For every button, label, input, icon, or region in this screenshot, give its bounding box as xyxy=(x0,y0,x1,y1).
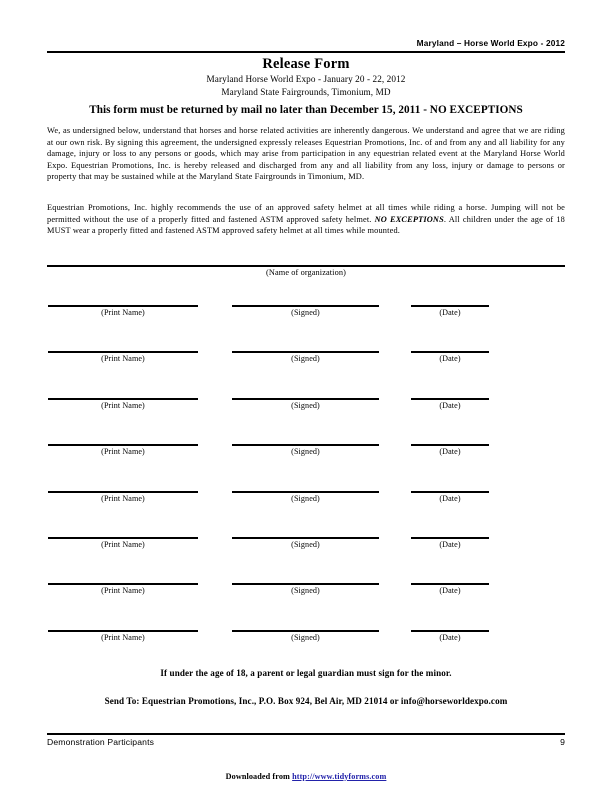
minor-guardian-note: If under the age of 18, a parent or legal guardian must sign for the minor. xyxy=(160,668,452,678)
page-title: Release Form xyxy=(262,56,350,72)
print-name-caption: (Print Name) xyxy=(101,493,145,503)
footer-section-label: Demonstration Participants xyxy=(47,737,155,747)
date-caption: (Date) xyxy=(439,447,461,457)
watermark-url-link[interactable]: http://www.tidyforms.com xyxy=(292,772,387,781)
organization-caption: (Name of organization) xyxy=(266,268,346,277)
venue-subtitle: Maryland State Fairgrounds, Timonium, MD xyxy=(221,86,391,97)
watermark-prefix: Downloaded from xyxy=(225,772,293,781)
signature-cell-signed xyxy=(232,491,379,503)
print-name-caption: (Print Name) xyxy=(101,308,145,317)
print-name-caption: (Print Name) xyxy=(101,586,145,596)
signature-cell-date xyxy=(411,630,489,642)
event-subtitle: Maryland Horse World Expo - January 20 - 22, 2012 xyxy=(206,74,406,84)
signature-cell-date xyxy=(411,537,489,549)
footer-page-number: 9 xyxy=(560,737,565,747)
signed-caption: (Signed) xyxy=(291,308,320,317)
table-row xyxy=(0,305,612,351)
signature-cell-print-name xyxy=(48,398,198,410)
signature-cell-print-name xyxy=(48,444,198,456)
print-name-caption: (Print Name) xyxy=(101,354,145,364)
signature-cell-signed xyxy=(232,630,379,642)
release-paragraph-2 xyxy=(47,202,565,237)
signature-cell-date xyxy=(411,491,489,503)
signature-cell-signed xyxy=(232,351,379,363)
signed-caption: (Signed) xyxy=(291,493,320,503)
signed-caption: (Signed) xyxy=(291,400,320,410)
signature-cell-date xyxy=(411,444,489,456)
table-row xyxy=(0,491,612,537)
signature-cell-print-name xyxy=(48,583,198,595)
table-row xyxy=(0,398,612,444)
print-name-caption: (Print Name) xyxy=(101,540,145,549)
signature-cell-date xyxy=(411,351,489,363)
signed-caption: (Signed) xyxy=(291,632,320,642)
helmet-text-part-1: Equestrian Promotions, Inc. highly recommends the use of an approved safety helmet at all times while riding a horse. Jumping will not be permitted without the use of a properly fitted and fastened ASTM approved safety helmet. xyxy=(47,203,565,224)
helmet-text-part-2: . All children under the age of 18 MUST wear a properly fitted and fastened ASTM approved safety helmet at all times while mounted. xyxy=(47,214,565,236)
signature-cell-print-name xyxy=(48,491,198,503)
send-to-note: Send To: Equestrian Promotions, Inc., P.O. Box 924, Bel Air, MD 21014 or info@horseworldexpo.com xyxy=(104,696,508,706)
signed-caption: (Signed) xyxy=(291,354,320,364)
date-caption: (Date) xyxy=(439,493,461,503)
title-block xyxy=(47,56,565,98)
date-caption: (Date) xyxy=(439,400,461,410)
signature-cell-date xyxy=(411,305,489,317)
signature-cell-print-name xyxy=(48,630,198,642)
signature-cell-date xyxy=(411,583,489,595)
print-name-caption: (Print Name) xyxy=(101,632,145,642)
signature-cell-date xyxy=(411,398,489,410)
date-caption: (Date) xyxy=(439,586,461,596)
signature-cell-print-name xyxy=(48,305,198,317)
signature-cell-print-name xyxy=(48,537,198,549)
date-caption: (Date) xyxy=(439,354,461,364)
table-row xyxy=(0,351,612,397)
date-caption: (Date) xyxy=(439,540,461,549)
signed-caption: (Signed) xyxy=(291,540,320,549)
signature-cell-signed xyxy=(232,305,379,317)
table-row xyxy=(0,444,612,490)
table-row xyxy=(0,583,612,629)
signature-cell-signed xyxy=(232,444,379,456)
header-rule xyxy=(47,51,565,53)
signed-caption: (Signed) xyxy=(291,586,320,596)
organization-input-line[interactable] xyxy=(47,265,565,267)
deadline-notice: This form must be returned by mail no later than December 15, 2011 - NO EXCEPTIONS xyxy=(89,104,523,116)
signed-caption: (Signed) xyxy=(291,447,320,457)
signature-cell-print-name xyxy=(48,351,198,363)
signature-cell-signed xyxy=(232,583,379,595)
signature-cell-signed xyxy=(232,537,379,549)
table-row xyxy=(0,537,612,583)
print-name-caption: (Print Name) xyxy=(101,400,145,410)
date-caption: (Date) xyxy=(439,632,461,642)
footer xyxy=(47,737,565,747)
download-watermark xyxy=(47,772,565,781)
release-paragraph-1: We, as undersigned below, understand that horses and horse related activities are inherently dangerous. We understand and agree that we are riding at our own risk. By signing this agreement, the undersigned expressly releases Equestrian Promotions, Inc. of and from any and all liability for any damage, injury or loss to any persons or goods, which may arise from participation in any equestrian related event at the Maryland Horse World Expo. Equestrian Promotions, Inc. is hereby released and discharged from any and all liability from any loss, injury or damage to persons or property that may be sustained while at the Maryland State Fairgrounds in Timonium, MD. xyxy=(47,126,565,182)
running-header: Maryland – Horse World Expo - 2012 xyxy=(416,38,565,48)
no-exceptions-emphasis: NO EXCEPTIONS xyxy=(374,214,444,224)
footer-rule xyxy=(47,733,565,735)
date-caption: (Date) xyxy=(439,308,461,317)
print-name-caption: (Print Name) xyxy=(101,447,145,457)
signature-cell-signed xyxy=(232,398,379,410)
